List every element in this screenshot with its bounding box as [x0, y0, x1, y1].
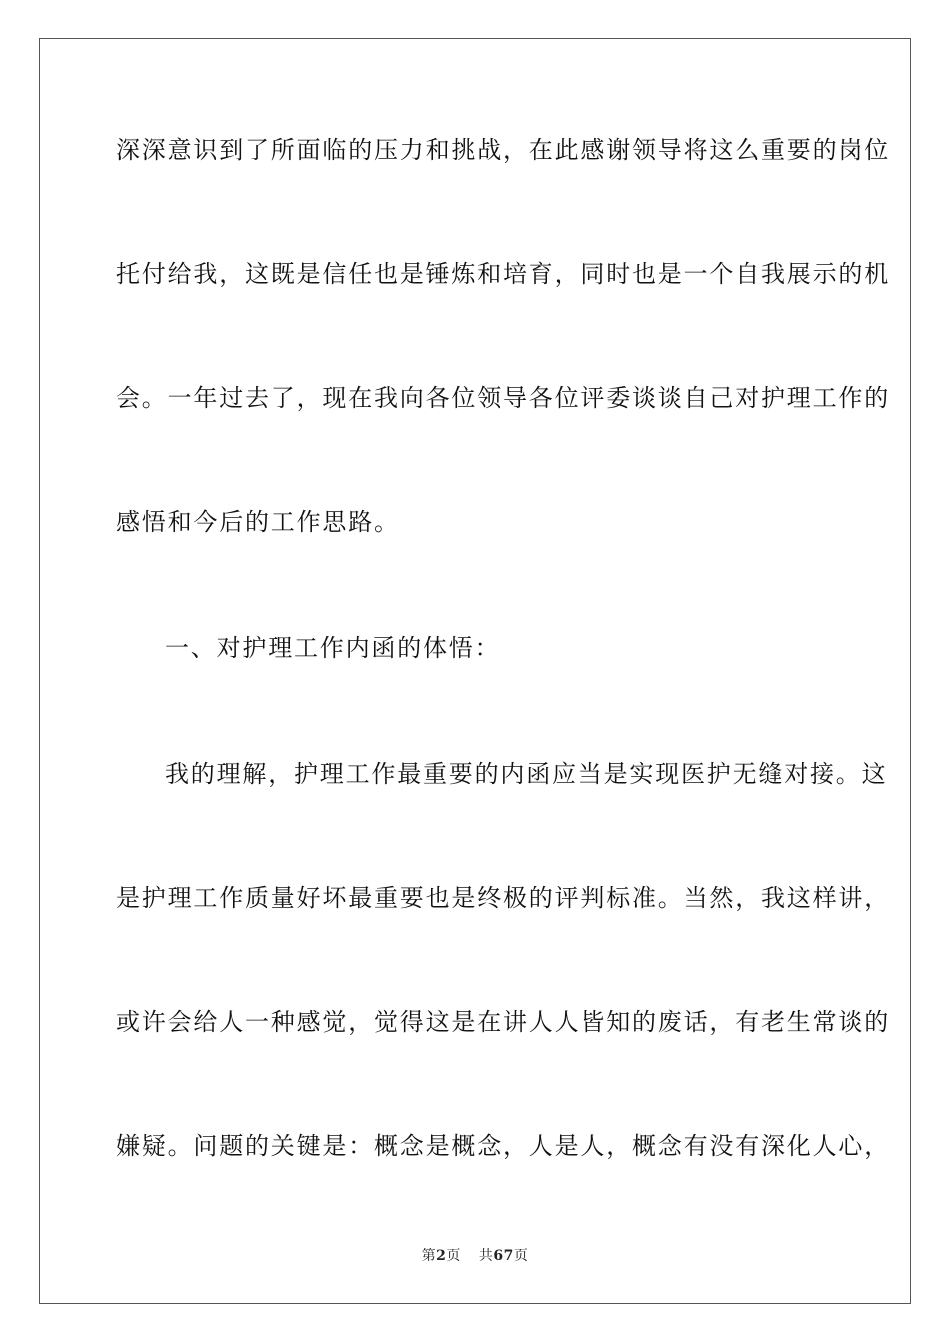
paragraph-line: 我的理解，护理工作最重要的内函应当是实现医护无缝对接。这: [165, 760, 888, 788]
paragraph-line: 或许会给人一种感觉，觉得这是在讲人人皆知的废话，有老生常谈的: [116, 1008, 890, 1036]
paragraph-line: 是护理工作质量好坏最重要也是终极的评判标准。当然，我这样讲，: [116, 884, 890, 912]
total-pages: 67: [493, 1248, 514, 1264]
total-prefix: 共: [478, 1248, 494, 1264]
paragraph-line: 感悟和今后的工作思路。: [116, 508, 400, 536]
paragraph-line: 嫌疑。问题的关键是：概念是概念，人是人，概念有没有深化人心，: [116, 1132, 890, 1160]
paragraph-line: 深深意识到了所面临的压力和挑战，在此感谢领导将这么重要的岗位: [116, 136, 890, 164]
paragraph-line: 会。一年过去了，现在我向各位领导各位评委谈谈自己对护理工作的: [116, 384, 890, 412]
section-heading: 一、对护理工作内函的体悟：: [165, 634, 501, 662]
page-border: [39, 38, 911, 1304]
page-number: 2: [436, 1248, 447, 1264]
page-footer: [0, 1246, 950, 1266]
paragraph-line: 托付给我，这既是信任也是锤炼和培育，同时也是一个自我展示的机: [116, 260, 890, 288]
total-suffix: 页: [513, 1248, 529, 1264]
page-prefix: 第: [421, 1248, 437, 1264]
page-suffix: 页: [446, 1248, 461, 1264]
